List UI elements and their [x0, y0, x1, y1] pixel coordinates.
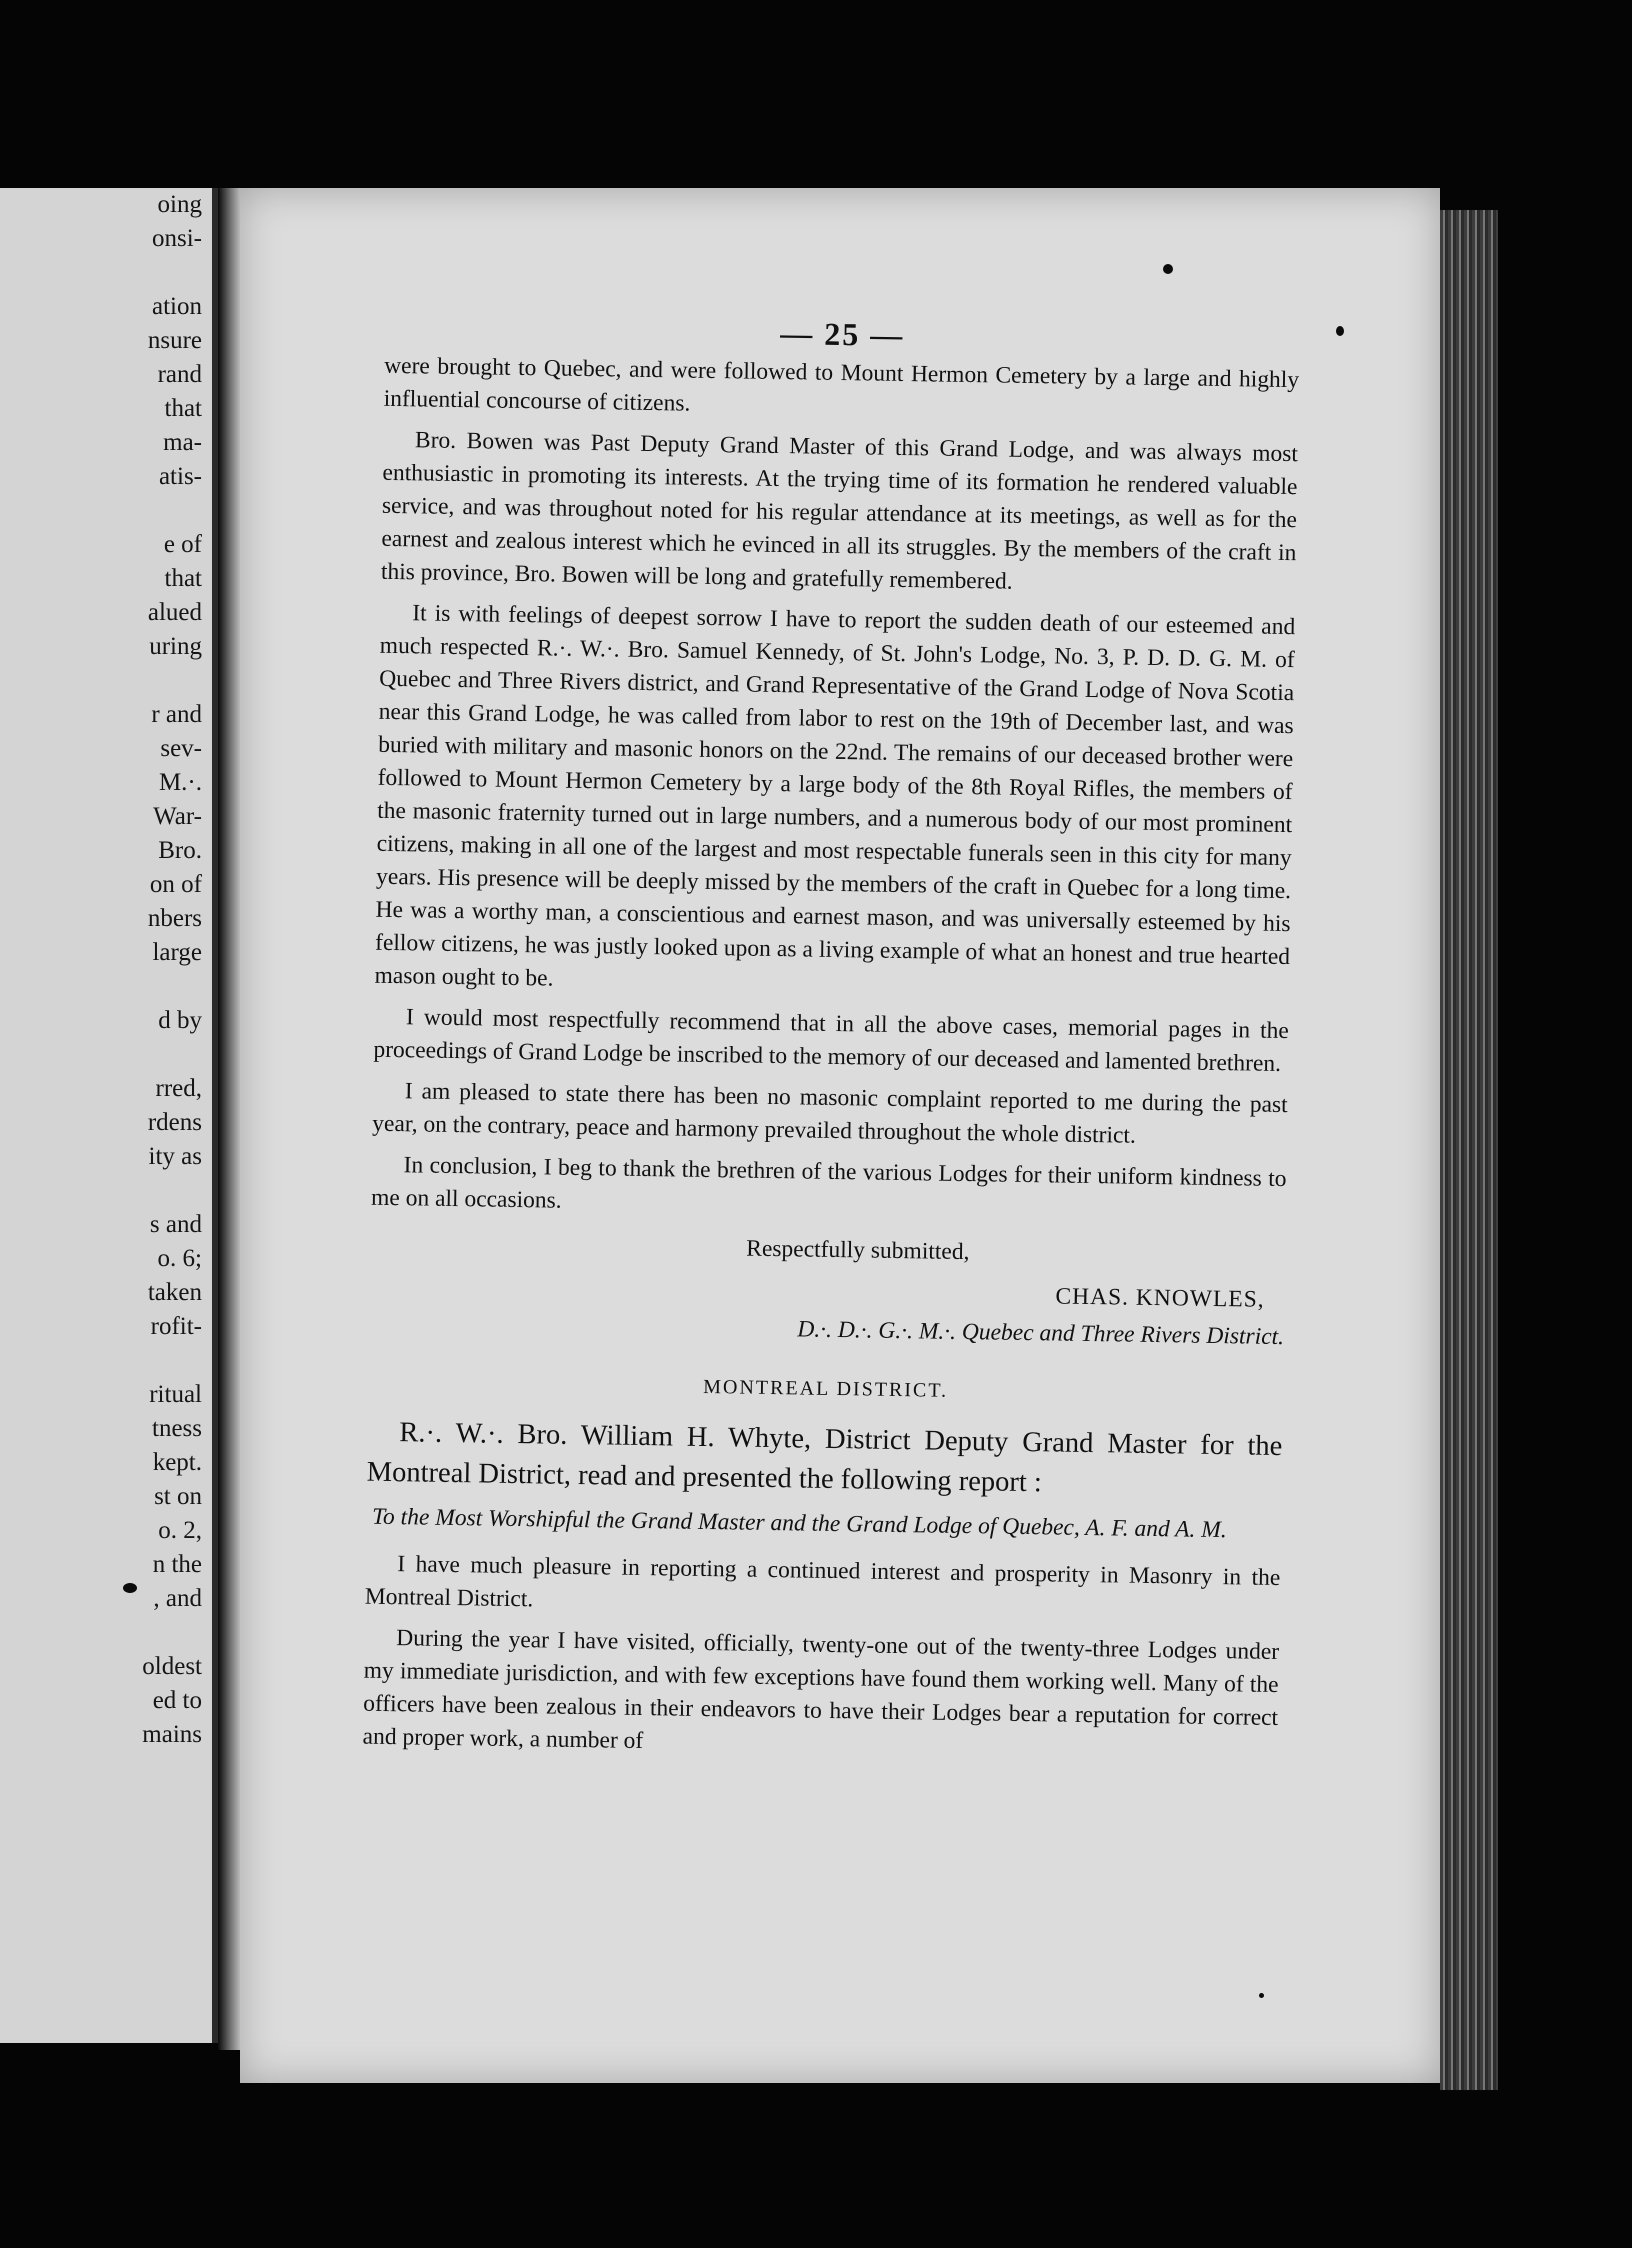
section-heading: MONTREAL DISTRICT. — [703, 1375, 949, 1402]
left-page-fragment: tness — [152, 1415, 202, 1442]
left-page-fragment — [2, 970, 202, 1004]
page-number: — 25 — — [779, 315, 905, 353]
report-paragraph: I have much pleasure in reporting a continued interest and prosperity in Masonry in the Montreal District. — [364, 1551, 1281, 1613]
left-page-fragment: ed to — [152, 1687, 202, 1714]
closing-line: Respectfully submitted, — [746, 1235, 970, 1266]
left-page-fragment: large — [152, 939, 202, 966]
left-page-fragment: atis- — [158, 463, 202, 490]
left-page-fragment: e of — [163, 531, 202, 558]
left-page-fragment: oing — [157, 191, 202, 218]
left-page-fragment: sev- — [160, 735, 202, 762]
report-address: To the Most Worshipful the Grand Master and the Grand Lodge of Quebec, A. F. and A. M. — [371, 1503, 1227, 1544]
page-content — [362, 311, 1300, 1772]
paragraph-no-complaint: I am pleased to state there has been no masonic complaint reported to me during the past year, on the contrary, peace and harmony prevailed throughout the whole district. — [372, 1078, 1288, 1149]
left-page-fragment: ritual — [149, 1381, 202, 1408]
left-page-fragment: ma- — [163, 429, 202, 456]
left-page-fragment — [2, 494, 202, 528]
document-page — [240, 188, 1440, 2083]
book-gutter — [218, 188, 240, 2050]
left-page-fragment: rand — [157, 361, 202, 388]
paragraph-recommendation: I would most respectfully recommend that in all the above cases, memorial pages in the proceedings of Grand Lodge be inscribed to the memory of our deceased and lamented brethren. — [373, 1004, 1290, 1077]
scan-speck — [123, 1583, 137, 1593]
left-page-text-fragments — [2, 188, 202, 1752]
signer-name: CHAS. KNOWLES, — [1055, 1283, 1265, 1313]
left-page-fragment: n the — [152, 1551, 202, 1578]
scan-speck — [1336, 326, 1344, 336]
left-page-fragment: that — [164, 395, 202, 422]
scan-speck — [1259, 1993, 1264, 1998]
left-page-fragment: rofit- — [150, 1313, 202, 1340]
left-page-fragment: mains — [142, 1721, 202, 1748]
left-page-fragment: War- — [153, 803, 202, 830]
left-page-fragment: , and — [153, 1585, 202, 1612]
left-page-fragment — [2, 1038, 202, 1072]
left-page-fragment — [2, 664, 202, 698]
left-page-fragment: rred, — [155, 1075, 202, 1102]
left-facing-page — [0, 188, 218, 2043]
left-page-fragment: on of — [149, 871, 202, 898]
left-page-fragment — [2, 1616, 202, 1650]
left-page-fragment: kept. — [152, 1449, 202, 1476]
left-page-fragment: taken — [147, 1279, 202, 1306]
left-page-fragment: s and — [149, 1211, 202, 1238]
left-page-fragment: st on — [154, 1483, 202, 1510]
left-page-fragment: onsi- — [152, 225, 202, 252]
report-paragraph: During the year I have visited, officially, twenty-one out of the twenty-three Lodges under my immediate jurisdiction, and with few exceptions have found them working well. Many of the officers have been zealous in their endeavors to have their Lodges bear a reputation for correct and proper work, a number of — [362, 1625, 1280, 1755]
scan-speck — [1163, 264, 1173, 274]
paragraph-conclusion: In conclusion, I beg to thank the brethren of the various Lodges for their uniform kindness to me on all occasions. — [370, 1152, 1287, 1214]
left-page-fragment: rdens — [147, 1109, 202, 1136]
left-page-fragment: Bro. — [158, 837, 202, 864]
paragraph-continuation: were brought to Quebec, and were followed to Mount Hermon Cemetery by a large and highly influential concourse of citizens. — [383, 352, 1300, 417]
left-page-fragment: d by — [158, 1007, 202, 1034]
left-page-fragment: o. 6; — [157, 1245, 202, 1272]
left-page-fragment — [2, 256, 202, 290]
left-page-fragment — [2, 1174, 202, 1208]
left-page-fragment: M.·. — [158, 769, 202, 796]
left-page-fragment: nbers — [147, 905, 202, 932]
signer-title: D.·. D.·. G.·. M.·. Quebec and Three Rivers District. — [797, 1316, 1285, 1351]
left-page-fragment: o. 2, — [158, 1517, 202, 1544]
left-page-fragment: uring — [149, 633, 202, 660]
page-edge-stack — [1440, 210, 1498, 2090]
left-page-fragment: ation — [152, 293, 202, 320]
left-page-fragment: alued — [147, 599, 202, 626]
left-page-fragment: nsure — [147, 327, 202, 354]
paragraph-kennedy: It is with feelings of deepest sorrow I have to report the sudden death of our esteemed and much respected R.·. W.·. Bro. Samuel Kennedy, of St. John's Lodge, No. 3, P. D. D. G. M. of Quebec and Three Rivers district, and Grand Representative of the Grand Lodge of Nova Scotia near this Grand Lodge, he was called from labor to rest on the 19th of December last, and was buried with military and masonic honors on the 22nd. The remains of our deceased brother were followed to Mount Hermon Cemetery by a large body of the 8th Royal Rifles, the members of the masonic fraternity turned out in large numbers, and a numerous body of our most prominent citizens, making in all one of the largest and most respectable funerals seen in this city for many years. His presence will be deeply missed by the members of the craft in Quebec for a long time. He was a worthy man, a conscientious and earnest mason, and was universally esteemed by his fellow citizens, he was justly looked upon as a living example of what an honest and true hearted mason ought to be. — [374, 600, 1296, 992]
paragraph-bowen: Bro. Bowen was Past Deputy Grand Master of this Grand Lodge, and was always most enthusiastic in promoting its interests. At the trying time of its formation he rendered valuable service, and was throughout noted for his regular attendance at its meetings, as well as for the earnest and zealous interest which he evinced in all its struggles. By the members of the craft in this province, Bro. Bowen will be long and gratefully remembered. — [380, 427, 1299, 595]
left-page-fragment: that — [164, 565, 202, 592]
left-page-fragment: ity as — [148, 1143, 202, 1170]
left-page-fragment: r and — [151, 701, 202, 728]
left-page-fragment — [2, 1344, 202, 1378]
left-page-fragment: oldest — [142, 1653, 202, 1680]
section-intro: R.·. W.·. Bro. William H. Whyte, District Deputy Grand Master for the Montreal District, read and presented the following report : — [366, 1417, 1283, 1499]
